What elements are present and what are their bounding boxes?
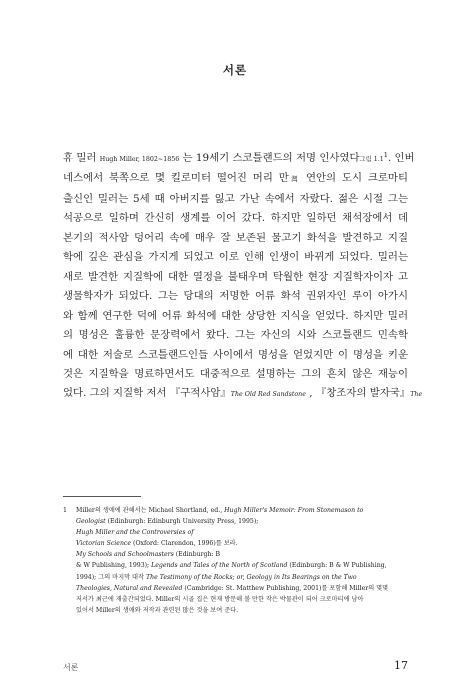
footnote — [63, 505, 408, 616]
citation-title: Victorian Science — [76, 540, 132, 548]
text-line: 출신인 밀러는 5세 때 아버지를 잃고 가난 속에서 자랐다. 젊은 시절 그는 — [63, 192, 408, 205]
footnote-text: (Edinburgh: B — [173, 551, 221, 559]
text-segment: 연안의 도시 크로마티 — [300, 172, 408, 185]
footnote-text: 있어서 Miller의 생애와 저작과 관련된 많은 것을 보여 준다. — [76, 606, 239, 614]
citation-title: The Testimony of the Rocks; or, Geology in Its Bearings on the Two — [145, 573, 357, 581]
person-name: 휴 밀러 — [63, 152, 97, 164]
book-title-english: The — [410, 391, 423, 399]
footnote-text: (Oxford: Clarendon, 1996)를 보라. — [131, 540, 238, 548]
footnote-text: (Cambridge: St. Matthew Publishing, 2001)를 포함해 Miller의 몇몇 — [182, 584, 389, 592]
citation-title: Hugh Miller and the Controversies of — [76, 529, 194, 537]
footnote-line — [76, 538, 408, 549]
name-gloss: Hugh Miller, 1802~1856 — [99, 156, 180, 163]
text-segment: 는 19세기 스코틀랜드의 저명 인사였다 — [179, 152, 360, 164]
footnote-text: (Edinburgh: Edinburgh University Press, 1995); — [105, 518, 259, 526]
text-line — [63, 384, 423, 404]
text-line: 석공으로 일하며 간신히 생계를 이어 갔다. 하지만 일하던 채석장에서 데 — [63, 212, 408, 225]
footnote-text: 1994); 그의 마지막 대작 — [76, 573, 146, 581]
footnote-line — [76, 560, 408, 571]
footnote-line — [76, 605, 408, 616]
footnote-body — [76, 505, 408, 616]
footnote-text: & W Publishing, 1993); — [76, 562, 152, 570]
text-segment: , 『창조자의 발자국』 — [305, 387, 411, 400]
text-line: 에 대한 저술로 스코틀랜드인들 사이에서 명성을 얻었지만 이 명성을 키운 — [63, 348, 408, 361]
figure-reference: 그림 1.1 — [359, 156, 384, 163]
text-line: 새로 발견한 지질학에 대한 열정을 불태우며 탁월한 현장 지질학자이자 고 — [63, 270, 408, 283]
footnote-line — [76, 516, 408, 527]
text-segment: . 인버 — [387, 152, 415, 164]
footnote-rule — [63, 496, 141, 497]
citation-title: Legends and Tales of the North of Scotland — [151, 562, 288, 570]
text-line: 본기의 적사암 덩어리 속에 매우 잘 보존된 물고기 화석을 발견하고 지질 — [63, 231, 408, 244]
citation-title: My Schools and Schoolmasters — [76, 551, 174, 559]
text-line — [63, 149, 415, 169]
footnote-marker: 1 — [383, 151, 388, 159]
body-paragraph — [63, 149, 423, 405]
text-line: 것은 지질학을 명료하면서도 대중적으로 설명하는 그의 흔치 않은 재능이 — [63, 367, 408, 380]
citation-title: Geologist — [76, 518, 106, 526]
hanja-gloss: 灣 — [288, 176, 301, 184]
text-segment: 었다. 그의 지질학 저서 『구적사암』 — [63, 387, 231, 400]
chapter-title: 서론 — [222, 63, 248, 77]
text-segment: 네스에서 북쪽으로 몇 킬로미터 떨어진 머리 만 — [63, 172, 289, 185]
text-line — [63, 169, 408, 189]
footnote-line — [76, 549, 408, 560]
text-line: 의 명성은 훌륭한 문장력에서 왔다. 그는 자신의 시와 스코틀랜드 민속학 — [63, 329, 408, 342]
footnote-text: 저서가 최근에 재출간되었다. Miller의 시골 집은 현재 방문해 볼 만한 작은 박물관이 되어 크로마티에 남아 — [76, 595, 364, 603]
text-line: 생물학자가 되었다. 그는 당대의 저명한 어류 화석 권위자인 루이 아가시 — [63, 290, 408, 303]
text-line: 학에 깊은 관심을 가지게 되었고 이로 인해 인생이 바뀌게 되었다. 밀러는 — [63, 251, 408, 264]
footnote-line — [76, 583, 408, 594]
footnote-line — [76, 527, 408, 538]
citation-title: Theologies, Natural and Revealed — [76, 584, 183, 592]
book-title-english: The Old Red Sandstone — [230, 391, 306, 399]
footnote-line — [76, 594, 408, 605]
footnote-number: 1 — [63, 507, 67, 514]
footnote-text: Miller의 생애에 관해서는 Michael Shortland, ed., — [76, 507, 225, 514]
footnote-text: (Edinburgh: B & W Publishing, — [287, 562, 387, 570]
footnote-line — [76, 572, 408, 583]
citation-title: Hugh Miller's Memoir: From Stonemason to — [224, 507, 364, 514]
running-footer: 서론 — [63, 663, 79, 672]
footnote-line — [76, 505, 408, 516]
text-line: 와 함께 연구한 덕에 어류 화석에 대한 상당한 지식을 얻었다. 하지만 밀러 — [63, 309, 408, 322]
page-number: 17 — [394, 659, 408, 672]
